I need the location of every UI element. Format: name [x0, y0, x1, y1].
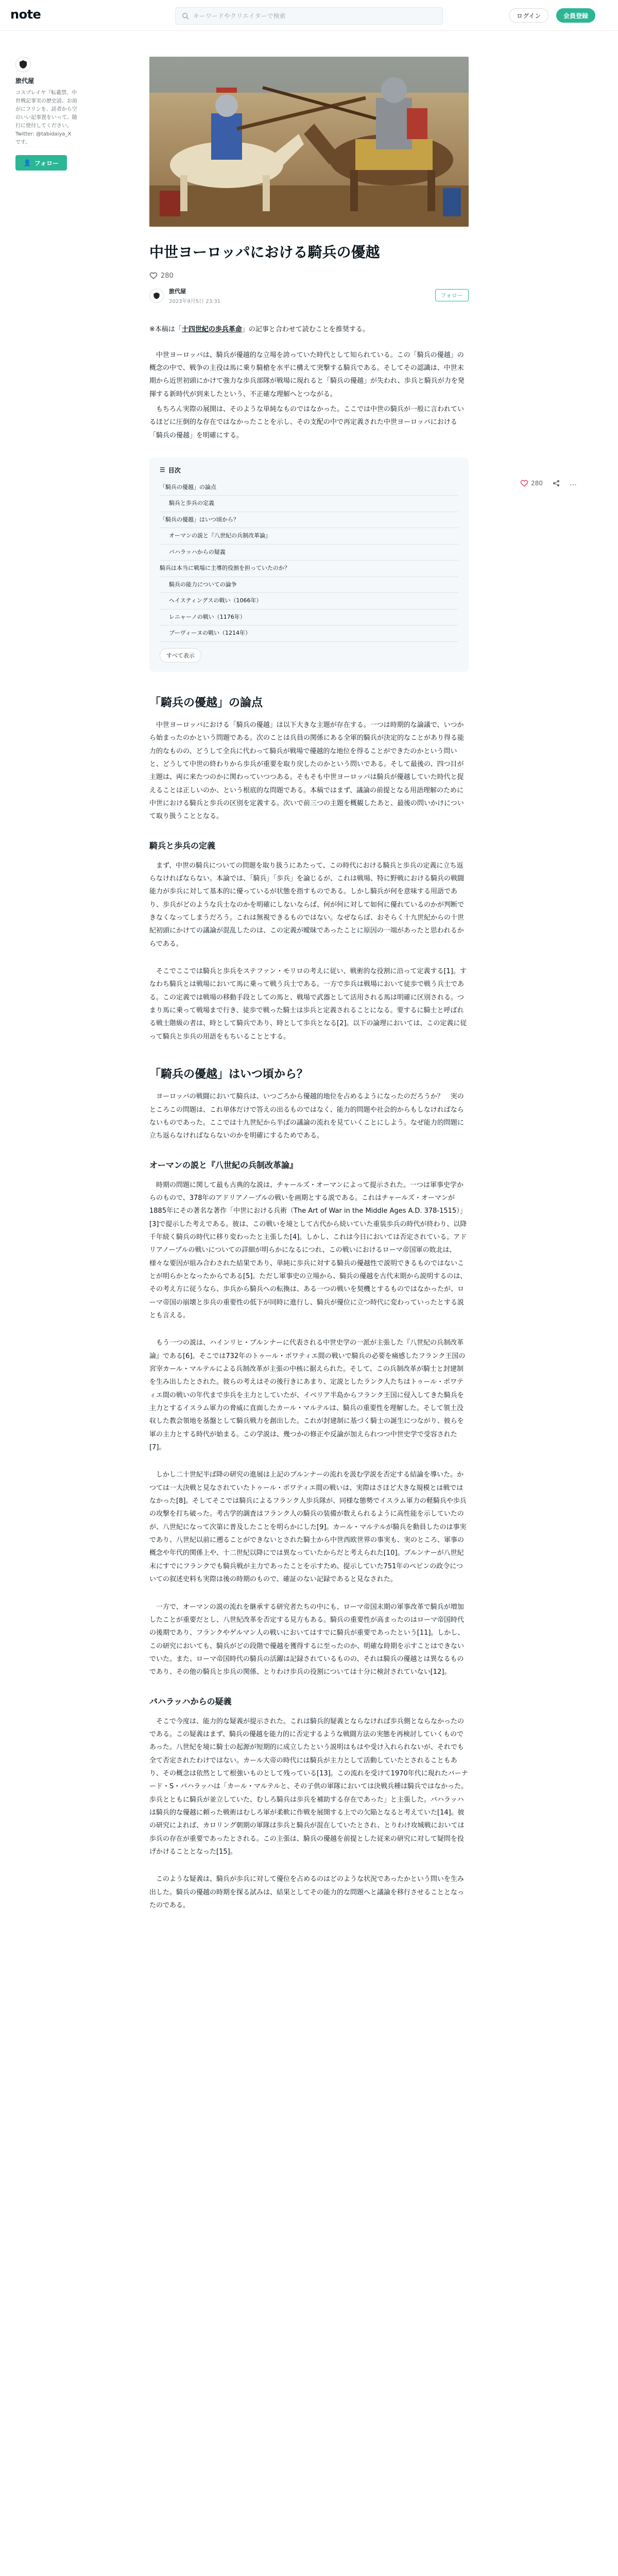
toc-item[interactable]: 「騎兵の優越」はいつ頃から？ — [160, 512, 458, 529]
section-paragraph: ヨーロッパの戦闘において騎兵は、いつごろから優越的地位を占めるようになったのだろうか？ 実のところこの問題は、これ単体だけで答えの出るものではなく、能力的問題や社会的からもしなければならないものであった。ここでは十九世紀から半ばの議論の流れを見ていくことにしよう。なぜ能力的問題に立ち返らなければならないのかを明確にするためである。 — [149, 1093, 464, 1140]
creator-name[interactable]: 旅代屋 — [15, 77, 35, 84]
follow-button[interactable] — [15, 155, 67, 171]
toc-heading-label: 目次 — [168, 466, 181, 474]
floating-like-count: 280 — [531, 480, 543, 487]
shield-icon — [152, 292, 161, 300]
heart-icon[interactable] — [149, 272, 158, 280]
hero-image — [149, 57, 469, 227]
toc-item[interactable]: 騎兵の能力についての論争 — [160, 577, 458, 594]
note-logo[interactable]: note — [10, 7, 41, 22]
toc-item[interactable]: 騎兵と歩兵の定義 — [160, 496, 458, 512]
section-paragraph: このような疑義は、騎兵が歩兵に対して優位を占めるのはどのような状況であったかという問いを生み出した。騎兵の優越の時期を探る試みは、結果としてその能力的な問題へと議論を移行させることとなったのである。 — [149, 1875, 465, 1910]
creator-sidebar — [15, 57, 77, 171]
toc-list — [160, 480, 458, 642]
site-header — [0, 0, 618, 31]
search-input[interactable] — [193, 12, 440, 20]
toc-heading — [160, 466, 458, 474]
toc-item[interactable]: ブーヴィーヌの戦い（1214年） — [160, 625, 458, 642]
publish-date: 2023年9月5日 23:31 — [169, 299, 221, 305]
follow-small-button[interactable]: フォロー — [435, 289, 469, 301]
intro-paragraph: もちろん実際の展開は、そのような単純なものではなかった。ここでは中世の騎兵が一般に言われているほどに圧倒的な存在ではなかったことを示し、その支配の中で再定義された中世ヨーロッパにおける「騎兵の優越」を明確にする。 — [149, 405, 465, 439]
toc-item[interactable]: バハラッハからの疑義 — [160, 545, 458, 561]
section-paragraph: まず、中世の騎兵についての問題を取り扱うにあたって、この時代における騎兵と歩兵の定義に立ち返らなければならない。本論では、「騎兵」「歩兵」を論じるが、これは戦場、特に野戦における騎兵の戦闘能力が歩兵に対して基本的に優っているが状態を指すものである。しかし騎兵が何を意味する用語であり、歩兵がどのような兵士なのかを明確にしないならば、何が何に対して如何に優れているのかが判断できなくなってしまうだろう。これは無視できるものではない。なぜならば、おそらく十九世紀からの十世紀初頭にかけての議論が混乱したのは、この定義が曖昧であったことに原因の一端があったと思われるからである。 — [149, 861, 465, 948]
floating-like-button[interactable] — [520, 479, 543, 487]
share-button[interactable] — [552, 479, 560, 487]
subsection-heading: 騎兵と歩兵の定義 — [149, 840, 216, 851]
follow-icon: 👤 — [23, 159, 31, 166]
shield-icon — [18, 59, 28, 70]
toc-item[interactable]: 「騎兵の優越」の論点 — [160, 480, 458, 496]
floating-actions — [520, 479, 586, 487]
intro-note — [149, 323, 469, 336]
like-count: 280 — [161, 272, 174, 280]
section-paragraph: 時期の問題に関して最も古典的な説は、チャールズ・オーマンによって提示された。一つは軍事史学からのもので、378年のアドリアノープルの戦いを画期とする説である。これはチャールズ・オーマンが1885年にその著名な著作「中世における兵術（The Art of War in the Middle Ages A.D. 378-1515）」[3]で提示した考えである。彼は、この戦いを境として古代から続いていた重装歩兵の時代が終わり、以降千年続く騎兵の時代に移り変わったと主張した[4]。しかし、これは今日においては否定されている。アドリアノープルの戦いについての詳細が明らかになるにつれ、この戦いにおけるローマ帝国軍の敗北は、様々な要因が組み合わされた結果であり、単純に歩兵に対する騎兵の優越性で説明できるものではないことが明らかとなったからである[5]。ただし軍事史の立場から、騎兵の優越を古代末期から説明するのは、その考え方に従うなら、歩兵から騎兵への転換は、ある一つの戦いを契機とするものではなかったが、ローマ帝国の崩壊と歩兵の重要性の低下が同時に進行し、騎兵が優位に立つ時代に変わっていったとする説とも言える。 — [149, 1181, 467, 1319]
intro-paragraph: 中世ヨーロッパは、騎兵が優越的な立場を誇っていた時代として知られている。この「騎兵の優越」の概念の中で、戦争の主役は馬に乗り騎槍を水平に構えて突撃する騎兵である。そしてその認識は、中世末期から近世初頭にかけて強力な歩兵部隊が戦場に現れると「騎兵の優越」が失われ、歩兵と騎兵が力を発揮する新時代が到来したという、不正確な理解へとつながる。 — [149, 351, 465, 398]
toc-item[interactable]: レニャーノの戦い（1176年） — [160, 609, 458, 626]
follow-label: フォロー — [34, 159, 59, 167]
creator-description: コスプレイヤ『転載禁、中世戦記事実の歴史読。お前がにフリンを、読者から空のいい記事置をいって、随行に使付してください。Twitter: @tabidaiya_X です。 — [15, 90, 77, 145]
toc-item[interactable]: ヘイスティングスの戦い（1066年） — [160, 593, 458, 609]
author-name[interactable]: 旅代屋 — [169, 288, 186, 295]
subsection-heading: オーマンの説と『八世紀の兵制改革論』 — [149, 1160, 298, 1170]
knight-battle-illustration — [149, 57, 469, 227]
author-meta — [169, 287, 220, 304]
toc-item[interactable]: 騎兵は本当に戦場に主導的役割を担っていたのか？ — [160, 561, 458, 577]
section-paragraph: しかし二十世紀半ば降の研究の進展は上記のブルンナーの流れを汲む学説を否定する結論を導いた。かつては一大決戦と見なされていたトゥール・ポワティエ間の戦いは、実際はさほど大きな規模とは戦ではなかった[8]。そしてそこでは騎兵によるフランク人歩兵隊が、同様な態勢でイスラム軍力の軽騎兵や歩兵の攻撃を打ち破った。考古学的調査はフランク人の騎兵の装備が数えられるように高性能を示していたのが、八世紀になって次第に普及したことを明らかにした[9]。カール・マルテルが騎兵を動員したのは事実であり、八世紀以前に遡ることができないとされた騎士から中世西欧世界の事実も、実のところ、軍事の概念や年代的関係上や、十二世紀以降にでは異なっていたからだと考えられた[10]。ブルンナーが八世紀末にすでにフランクでも騎兵戦が主力であったことを示すため、提示していた751年のペピンの政令についての叙述史料も実際は後の時期のもので、確証のない記録であると見なされた。 — [149, 1471, 467, 1584]
subsection-heading: バハラッハからの疑義 — [149, 1696, 232, 1706]
list-icon: ☰ — [160, 466, 165, 474]
share-icon — [552, 479, 560, 487]
section-heading: 「騎兵の優越」の論点 — [149, 696, 263, 709]
search-box[interactable] — [175, 7, 443, 25]
intro-suffix: 」の記事と合わせて読むことを推奨する。 — [242, 326, 369, 334]
author-row — [149, 287, 469, 304]
heart-icon — [520, 479, 528, 487]
more-icon: … — [569, 479, 577, 487]
author-avatar[interactable] — [149, 289, 164, 303]
toc-show-all-button[interactable]: すべて表示 — [160, 648, 201, 663]
section-paragraph: そこで今度は、能力的な疑義が提示された。これは騎兵的疑義とならなければ歩兵側とならなかったのである。この疑義はまず、騎兵の優越を能力的に否定するような戦闘方法の実態を再検討していくものであった。八世紀を境に騎士の起源が短期的に成立したという説明はもはや受け入れられないが、それでも全て否定されたわけではない。カール大帝の時代には騎兵が主力として活動していたとされることもあり、その概念は依然として根強いものとして残っている[13]。この流れを受けて1970年代に現れたバーナード・S・バハラッハは「カール・マルテルと、その子供の軍隊においては決戦兵種は騎兵ではなかった。歩兵とともに騎兵が並立していた、むしろ騎兵は歩兵を補助する存在であった」と主張した。バハラッハは騎兵的な優越に頼った戦術はむしろ軍が柔軟に作戦を展開する上での欠陥となると考えていた[14]。彼の研究によれば、カロリング朝期の軍隊は歩兵と騎兵が混在していたとされ、とりわけ攻城戦においては歩兵の存在が重要であったとされる。この主張は、騎兵の優越を前提とした従来の研究に対して疑問を投げかけることとなった[15]。 — [149, 1717, 468, 1856]
article-body — [149, 242, 469, 1912]
more-button[interactable] — [570, 479, 577, 487]
toc-item[interactable]: オーマンの説と『八世紀の兵制改革論』 — [160, 528, 458, 545]
intro-prefix: ※本稿は「 — [149, 326, 182, 334]
signup-button[interactable]: 会員登録 — [556, 8, 595, 23]
section-paragraph: 一方で、オーマンの説の流れを継承する研究者たちの中にも、ローマ帝国末期の軍事改革で騎兵が増加したことが重要だとし、八世紀改革を否定する見方もある。騎兵の重要性が高まったのはローマ帝国時代の後期であり、フランクやゲルマン人の戦いにおいてはすでに騎兵が重要であったという[11]。しかし、この研究においても、騎兵がどの段階で優越を獲得するに至ったのか、明確な時期を示すことはできないでいた。また、ローマ帝国時代の騎兵の活躍は記録されているものの、それは騎兵の優越とは異なるものであり、その他の騎兵と歩兵の関係、とりわけ歩兵の役割については十分に検討されていない[12]。 — [149, 1603, 465, 1676]
section-paragraph: そこでここでは騎兵と歩兵をステファン・モリロの考えに従い、戦術的な役割に沿って定義する[1]。すなわち騎兵とは戦場において馬に乗って戦う兵士である。一方で歩兵は戦場において徒歩で戦う兵士である。この定義では戦場の移動手段としての馬と、戦場で武器として活用される馬は明確に区別される。つまり馬に乗って戦場まで行き、徒歩で戦った騎士は歩兵と定義されることになる。要するに騎士と呼ばれる戦士階級の者は、時として騎兵であり、時として歩兵となる[2]。以下の論理においては、この定義に従って騎兵と歩兵の用語をもちいることとする。 — [149, 968, 467, 1041]
creator-avatar[interactable] — [15, 57, 31, 72]
login-button[interactable]: ログイン — [509, 8, 548, 23]
intro-link[interactable]: 十四世紀の歩兵革命 — [181, 326, 242, 334]
like-row — [149, 272, 469, 280]
article-title: 中世ヨーロッパにおける騎兵の優越 — [149, 244, 380, 261]
section-heading: 「騎兵の優越」はいつ頃から？ — [149, 1068, 308, 1081]
section-paragraph: もう一つの説は、ハインリヒ・ブルンナーに代表される中世史学の一派が主張した『八世紀の兵制改革論』である[6]。そこでは732年のトゥール・ポワティエ間の戦いで騎兵の必要を痛感したフランク王国の宮宰カール・マルテルによる兵制改革が主張の中核に据えられた。そして、この兵制改革が騎士と封建制を生み出したとされた。彼らの考えはその後行きにあまり、定説としたランク人たちはトゥール・ポワティエ間の戦いの年代まで歩兵を主力としていたが、イベリア半島からフランク王国に侵入してきた騎兵を主力とするイスラム軍力の脅威に直面したカール・マルテルは、騎兵の重要性を理解した。そして領土没収した教会領地を基盤として騎兵戦力を創出した。これが封建制に基づく騎士の誕生につながり、彼らを軍の主力とする時代が始まる。この学説は、幾つかの修正や反論が加えられつつ中世史学で受容された[7]。 — [149, 1339, 466, 1452]
table-of-contents — [149, 457, 469, 672]
section-paragraph: 中世ヨーロッパにおける「騎兵の優越」は以下大きな主題が存在する。一つは時期的な論議で、いつから始まったのかという問題である。次のことは兵員の関係にある全軍的騎兵が決定的なことがあり得る能力的なものの、どうして全兵に代わって騎兵が戦場で優越的な地位を得ることができたのかという問いと、どうして中世の終わりから歩兵が重要を取り戻したのかという問いである。そして最後の、四つ目が主題は、両に来たつのかに関わっていつつある。そもそも中世ヨーロッパは騎兵が優越していた時代と捉えることは正しいのか、という根底的な問題である。本稿ではまず、議論の前提となる用語理解のために中世における騎兵と歩兵の区別を定義する。次いで前三つの主題を概観したあと、最後の問いかけについて取り扱うこととなる。 — [149, 721, 465, 821]
search-icon — [182, 12, 189, 20]
